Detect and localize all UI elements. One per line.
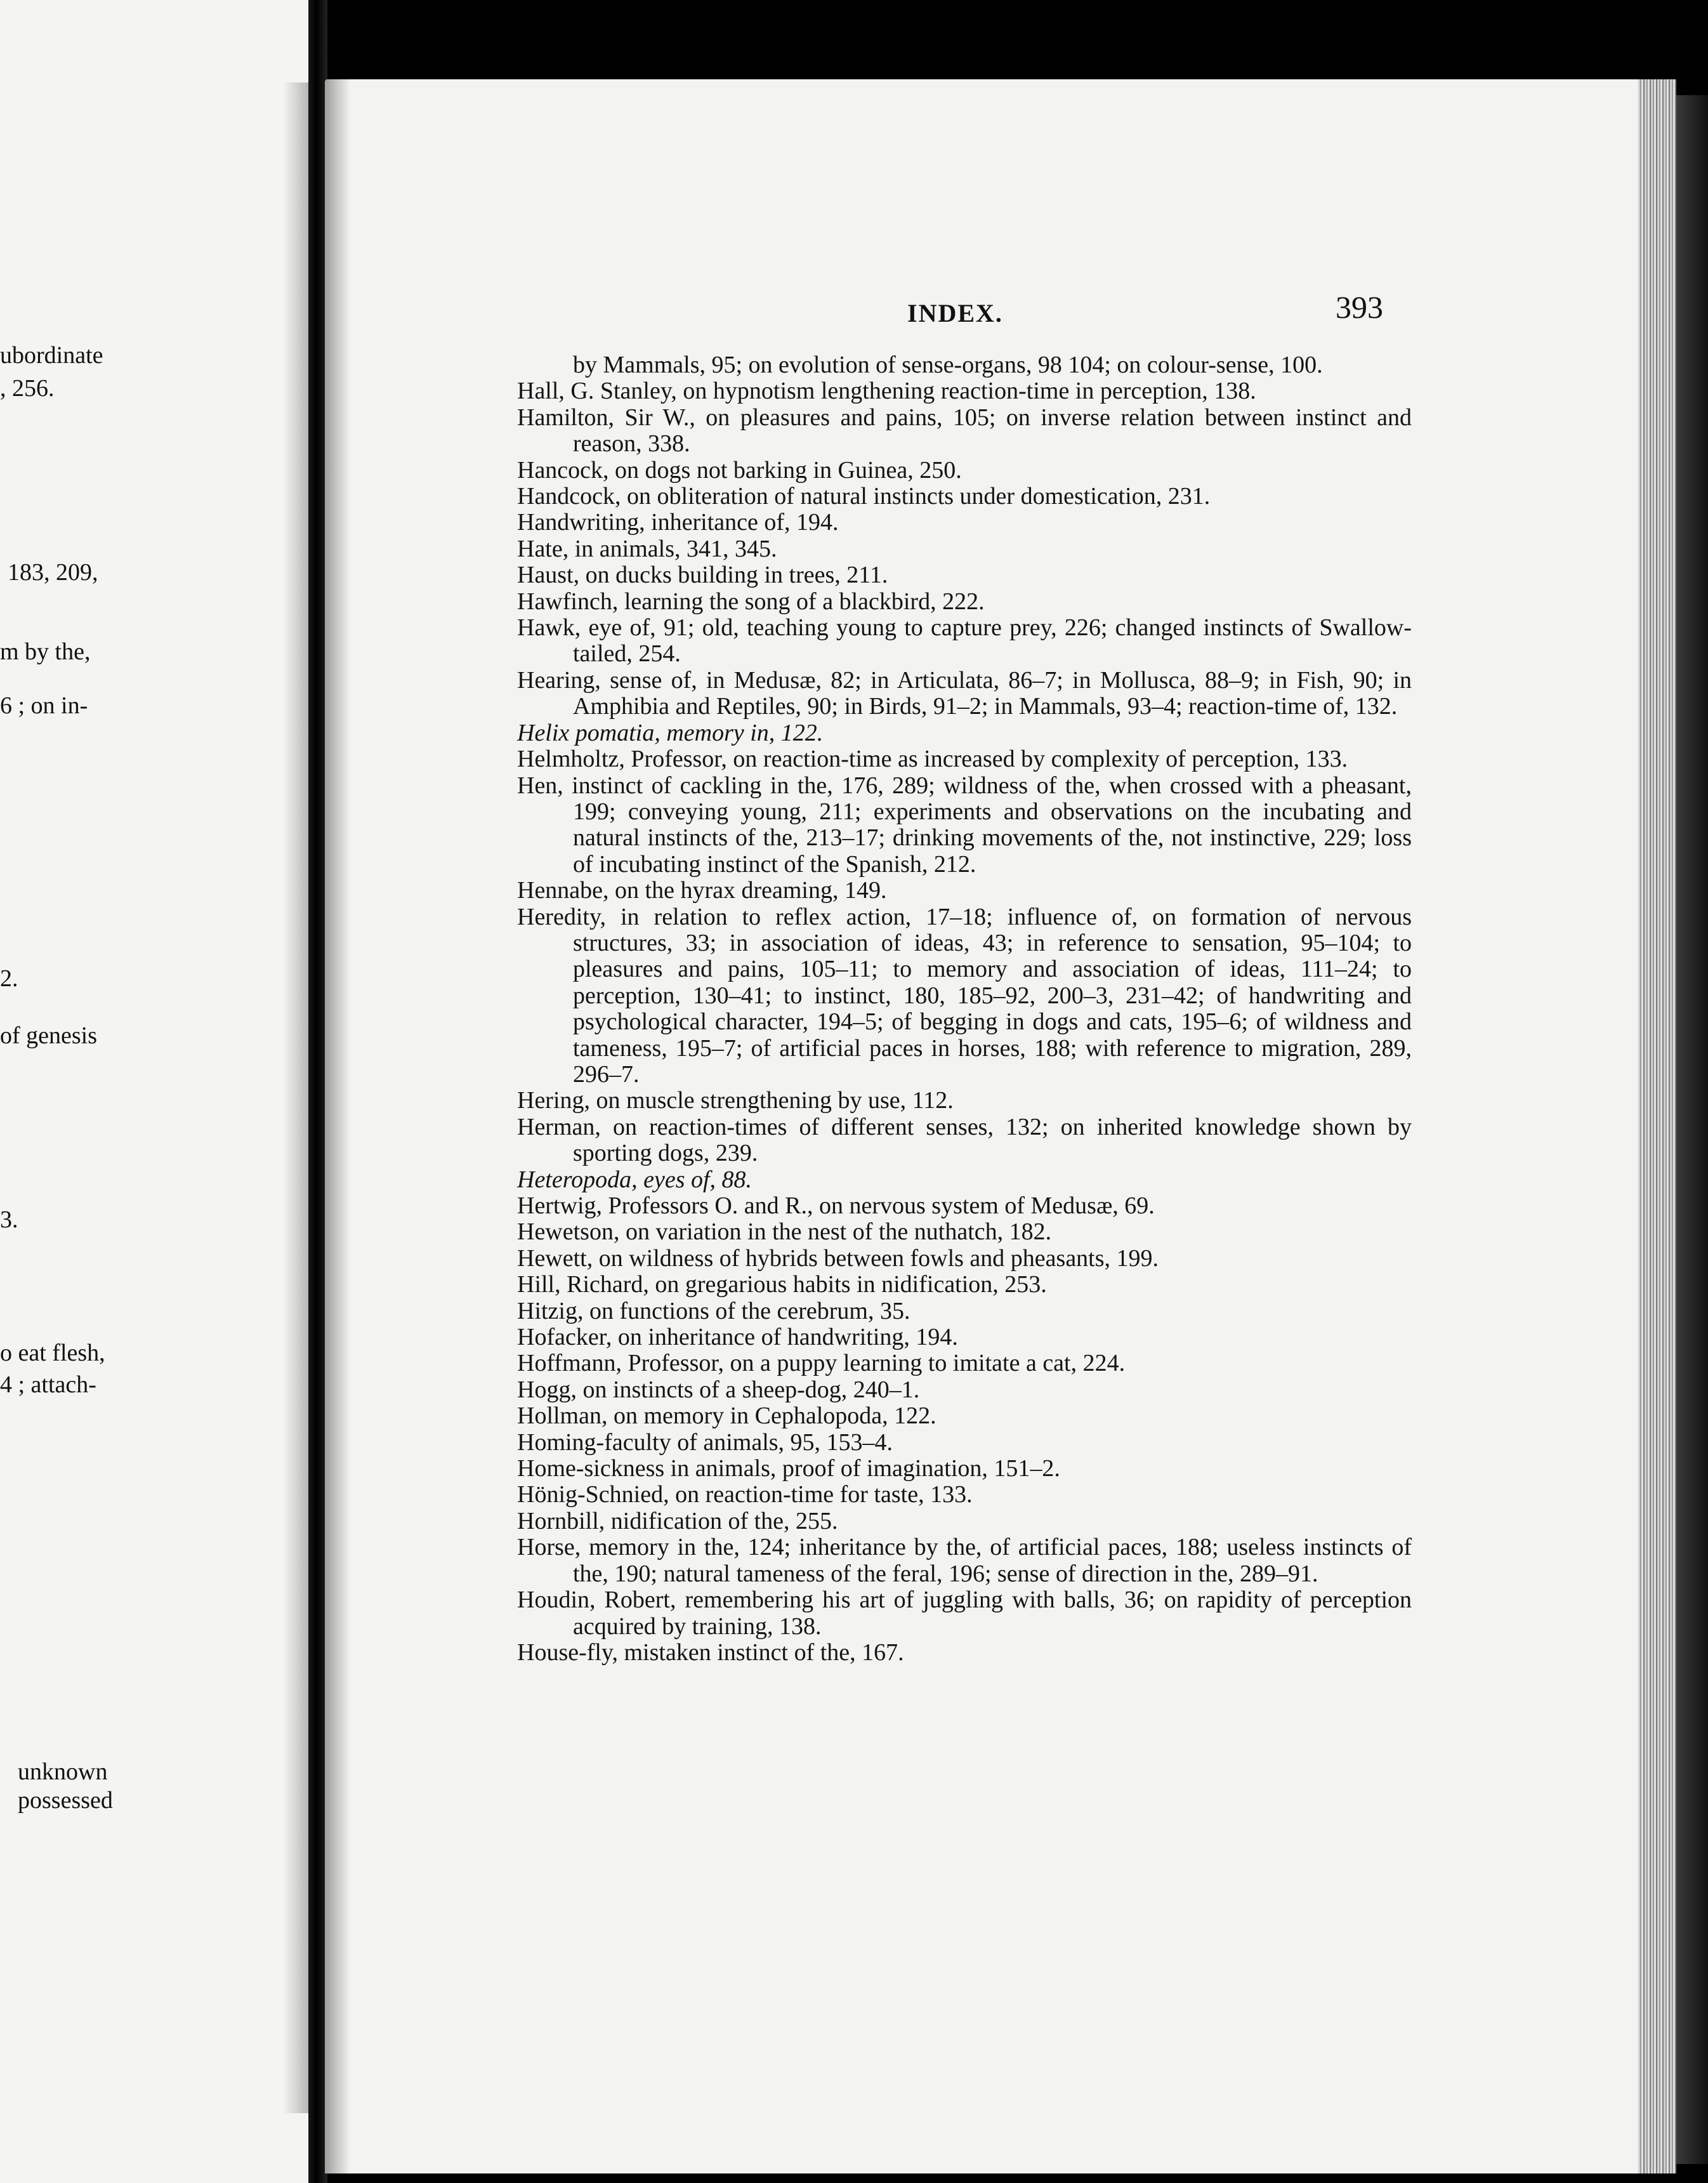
index-entry: Hawk, eye of, 91; old, teaching young to capture prey, 226; changed instincts of Swallow-tailed, 254.: [517, 614, 1412, 668]
index-entry: by Mammals, 95; on evolution of sense-organs, 98 104; on colour-sense, 100.: [573, 352, 1323, 378]
left-page-fragment: 183, 209,: [8, 559, 98, 586]
index-entry: Houdin, Robert, remembering his art of juggling with balls, 36; on rapidity of perception acquired by training, 138.: [517, 1586, 1412, 1640]
page-number: 393: [1336, 289, 1383, 325]
index-entry: Hofacker, on inheritance of handwriting, 194.: [517, 1324, 958, 1351]
index-entry: Hitzig, on functions of the cerebrum, 35.: [517, 1297, 910, 1324]
gutter-shadow: [283, 82, 308, 2113]
index-entry: Hancock, on dogs not barking in Guinea, 250.: [517, 456, 962, 484]
index-entry: Hollman, on memory in Cephalopoda, 122.: [517, 1402, 936, 1430]
left-page-fragment: 3.: [0, 1206, 18, 1233]
index-entry: Hall, G. Stanley, on hypnotism lengthening reaction-time in perception, 138.: [517, 378, 1256, 405]
index-entry: Handwriting, inheritance of, 194.: [517, 509, 839, 536]
index-entry: Hewett, on wildness of hybrids between fowls and pheasants, 199.: [517, 1244, 1159, 1272]
index-entry: Handcock, on obliteration of natural instincts under domestication, 231.: [517, 483, 1211, 510]
left-page-fragment: ubordinate: [0, 342, 103, 369]
index-entry: Haust, on ducks building in trees, 211.: [517, 562, 888, 589]
index-entry: Hennabe, on the hyrax dreaming, 149.: [517, 877, 887, 904]
left-page-fragment: 4 ; attach-: [0, 1371, 96, 1398]
left-page-fragment: possessed: [18, 1787, 113, 1814]
index-entry: Hawfinch, learning the song of a blackbird, 222.: [517, 588, 985, 615]
index-entry: Herman, on reaction-times of different senses, 132; on inherited knowledge shown by sporting dogs, 239.: [517, 1113, 1412, 1167]
index-entries: [517, 352, 1412, 1666]
left-page-fragment: of genesis: [0, 1022, 98, 1049]
book-cover-edge: [1676, 95, 1708, 2164]
running-head: [0, 289, 1708, 327]
index-entry: Hornbill, nidification of the, 255.: [517, 1507, 838, 1534]
index-entry-italic: Heteropoda, eyes of, 88.: [517, 1166, 752, 1193]
index-entry: Hill, Richard, on gregarious habits in nidification, 253.: [517, 1271, 1047, 1298]
index-entry: Helmholtz, Professor, on reaction-time as increased by complexity of perception, 133.: [517, 746, 1348, 773]
index-entry: Home-sickness in animals, proof of imagination, 151–2.: [517, 1455, 1060, 1482]
index-entry: Hamilton, Sir W., on pleasures and pains, 105; on inverse relation between instinct and reason, 338.: [517, 404, 1412, 458]
page-curve-shadow: [325, 79, 350, 2173]
left-page-fragment: , 256.: [0, 375, 55, 402]
left-page-fragment: 2.: [0, 965, 18, 992]
left-page-fragment: m by the,: [0, 638, 91, 665]
left-page-fragment: unknown: [18, 1758, 108, 1785]
left-page-fragment: o eat flesh,: [0, 1340, 105, 1366]
index-entry: Hering, on muscle strengthening by use, 112.: [517, 1087, 954, 1114]
index-entry: Hen, instinct of cackling in the, 176, 289; wildness of the, when crossed with a pheasant, 199; conveying young, 211; experiments and observations on the incubating and natural instincts of the, 213–17; drinking movements of the, not instinctive, 229; loss of incubating instinct of the Spanish, 212.: [517, 772, 1412, 878]
index-entry: Hogg, on instincts of a sheep-dog, 240–1.: [517, 1376, 920, 1403]
index-entry: Homing-faculty of animals, 95, 153–4.: [517, 1428, 893, 1456]
index-entry: Hewetson, on variation in the nest of the nuthatch, 182.: [517, 1218, 1052, 1246]
index-entry: House-fly, mistaken instinct of the, 167.: [517, 1639, 904, 1666]
index-entry: Hoffmann, Professor, on a puppy learning to imitate a cat, 224.: [517, 1350, 1126, 1377]
index-entry: Heredity, in relation to reflex action, 17–18; influence of, on formation of nervous structures, 33; in association of ideas, 43; in reference to sensation, 95–104; to pleasures and pains, 105–11; to memory and association of ideas, 111–24; to perception, 130–41; to instinct, 180, 185–92, 200–3, 231–42; of handwriting and psychological character, 194–5; of begging in dogs and cats, 195–6; of wildness and tameness, 195–7; of artificial paces in horses, 188; with reference to migration, 289, 296–7.: [517, 903, 1412, 1088]
page-edges: [1638, 79, 1676, 2173]
left-facing-page: [0, 0, 308, 2183]
index-entry: Hate, in animals, 341, 345.: [517, 535, 777, 562]
index-entry-italic: Helix pomatia, memory in, 122.: [517, 719, 824, 746]
running-title: INDEX.: [907, 299, 1003, 327]
index-entry: Hearing, sense of, in Medusæ, 82; in Articulata, 86–7; in Mollusca, 88–9; in Fish, 90; in Amphibia and Reptiles, 90; in Birds, 91–2; in Mammals, 93–4; reaction-time of, 132.: [517, 666, 1412, 720]
left-page-fragment: 6 ; on in-: [0, 692, 88, 719]
index-entry: Hönig-Schnied, on reaction-time for taste, 133.: [517, 1481, 973, 1508]
index-entry: Hertwig, Professors O. and R., on nervous system of Medusæ, 69.: [517, 1192, 1155, 1219]
index-entry: Horse, memory in the, 124; inheritance by the, of artificial paces, 188; useless instincts of the, 190; natural tameness of the feral, 196; sense of direction in the, 289–91.: [517, 1534, 1412, 1587]
